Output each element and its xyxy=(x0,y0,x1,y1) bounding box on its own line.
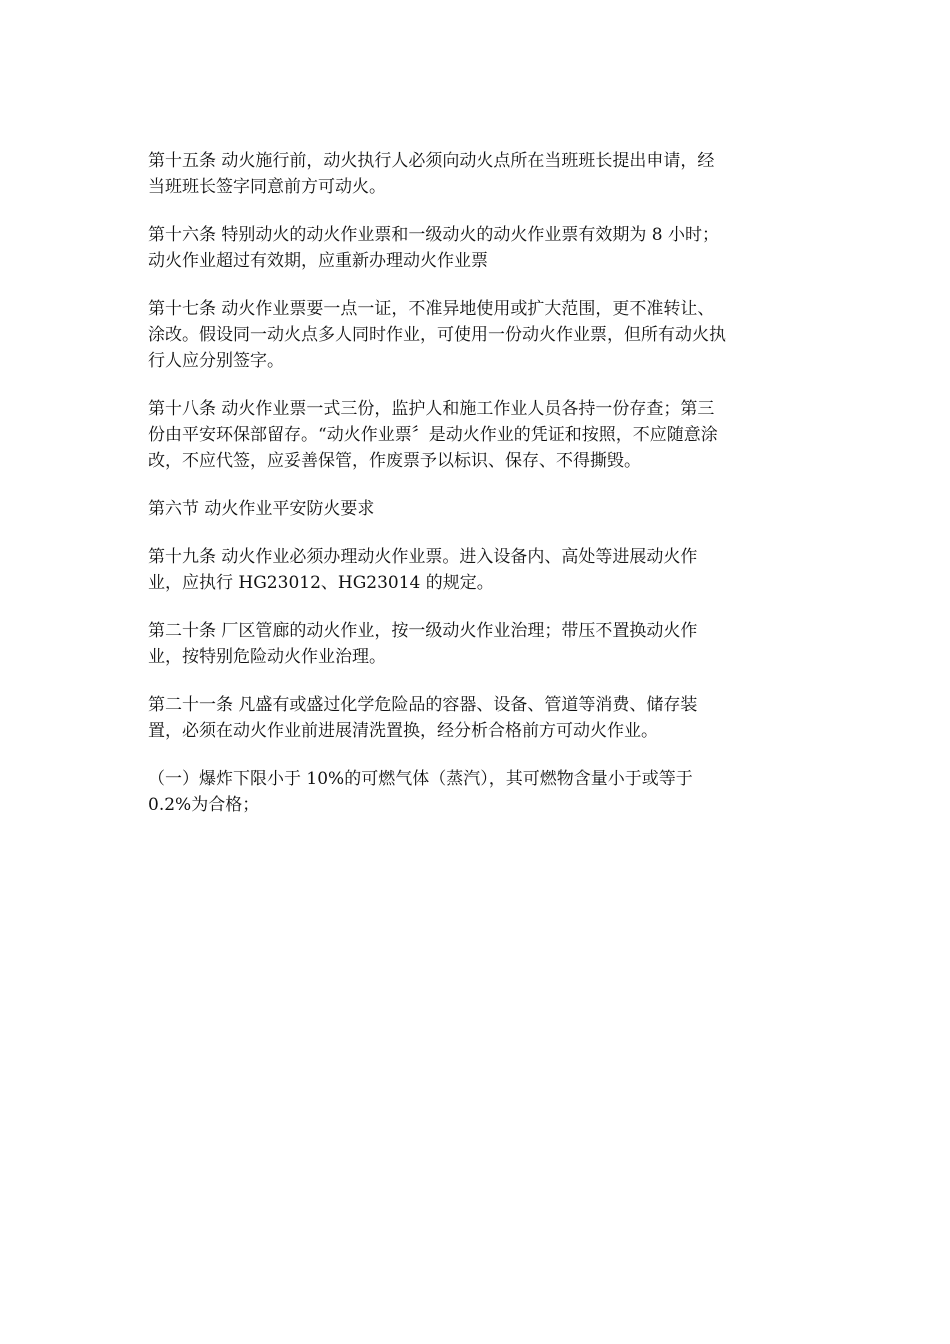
section-6-heading: 第六节 动火作业平安防火要求 xyxy=(148,499,375,519)
article-16-paragraph: 第十六条 特别动火的动火作业票和一级动火的动火作业票有效期为 8 小时； 动火作业超过有效期，应重新办理动火作业票 xyxy=(148,225,720,271)
article-18-paragraph: 第十八条 动火作业票一式三份，监护人和施工作业人员各持一份存查；第三 份由平安环保部留存。“动火作业票〞是动火作业的凭证和按照，不应随意涂 改，不应代签，应妥善保管，作废票予以标识、保存、不得撕毁。 xyxy=(148,399,718,471)
article-19-paragraph: 第十九条 动火作业必须办理动火作业票。进入设备内、高处等进展动火作 业，应执行 HG23012、HG23014 的规定。 xyxy=(148,547,698,593)
article-20-paragraph: 第二十条 厂区管廊的动火作业，按一级动火作业治理；带压不置换动火作 业，按特别危险动火作业治理。 xyxy=(148,621,698,667)
document-body xyxy=(148,148,808,840)
article-15-paragraph: 第十五条 动火施行前，动火执行人必须向动火点所在当班班长提出申请，经 当班班长签字同意前方可动火。 xyxy=(148,151,715,197)
item-1-paragraph: （一）爆炸下限小于 10%的可燃气体（蒸汽），其可燃物含量小于或等于 0.2%为合格； xyxy=(148,769,693,815)
article-21-paragraph: 第二十一条 凡盛有或盛过化学危险品的容器、设备、管道等消费、储存装 置，必须在动火作业前进展清洗置换，经分析合格前方可动火作业。 xyxy=(148,695,698,741)
article-17-paragraph: 第十七条 动火作业票要一点一证，不准异地使用或扩大范围，更不准转让、 涂改。假设同一动火点多人同时作业，可使用一份动火作业票，但所有动火执 行人应分别签字。 xyxy=(148,299,726,371)
